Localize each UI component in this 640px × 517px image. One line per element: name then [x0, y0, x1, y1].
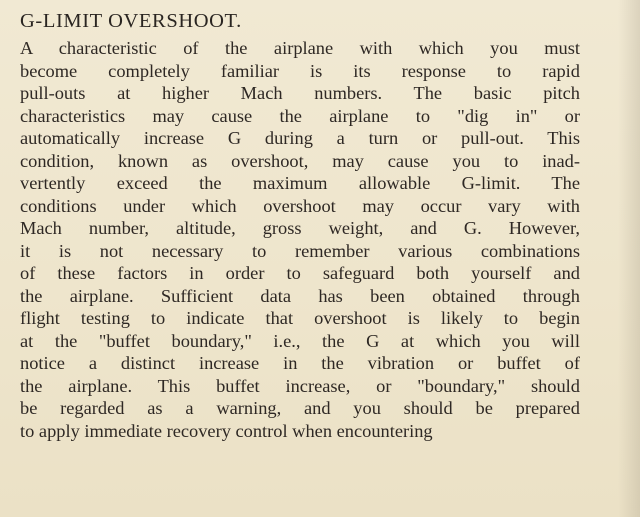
- body-text: [20, 37, 580, 442]
- text-line: the airplane. Sufficient data has been obtained through: [20, 285, 580, 306]
- text-line: vertently exceed the maximum allowable G-limit. The: [20, 173, 580, 193]
- text-line: notice a distinct increase in the vibration or buffet of: [20, 353, 580, 373]
- text-line: flight testing to indicate that overshoot is likely to begin: [20, 308, 580, 328]
- text-line: condition, known as overshoot, may cause you to inad-: [20, 150, 580, 171]
- text-line: pull-outs at higher Mach numbers. The basic pitch: [20, 83, 580, 103]
- text-line: automatically increase G during a turn or pull-out. This: [20, 128, 580, 148]
- text-line: A characteristic of the airplane with which you must: [20, 38, 580, 58]
- text-line: it is not necessary to remember various combinations: [20, 240, 580, 261]
- text-line: at the "buffet boundary," i.e., the G at which you will: [20, 330, 580, 351]
- text-line: the airplane. This buffet increase, or "boundary," should: [20, 375, 580, 396]
- text-line: to apply immediate recovery control when encountering: [20, 420, 433, 441]
- text-line: of these factors in order to safeguard both yourself and: [20, 263, 580, 283]
- page-edge-shadow: [618, 0, 640, 517]
- text-line: be regarded as a warning, and you should be prepared: [20, 398, 580, 418]
- section-heading: G-LIMIT OVERSHOOT.: [20, 10, 242, 32]
- text-line: conditions under which overshoot may occur vary with: [20, 195, 580, 216]
- text-line: characteristics may cause the airplane to "dig in" or: [20, 105, 580, 126]
- text-line: Mach number, altitude, gross weight, and G. However,: [20, 218, 580, 238]
- text-line: become completely familiar is its response to rapid: [20, 60, 580, 81]
